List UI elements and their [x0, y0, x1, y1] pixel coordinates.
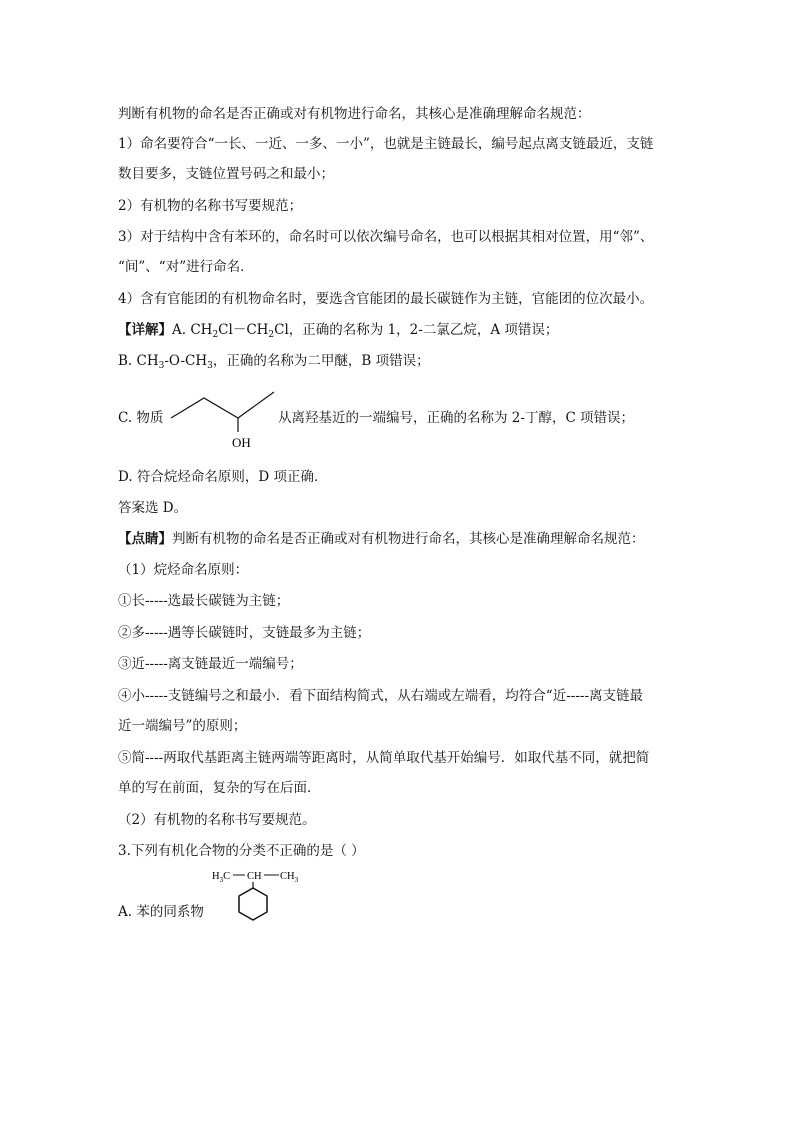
- comment-p1: ①长-----选最长碳链为主链；: [118, 593, 290, 609]
- question-stem: 3.下列有机化合物的分类不正确的是（ ）: [118, 843, 365, 859]
- answer-line: 答案选 D。: [118, 500, 188, 516]
- detail-a-sub: 2: [212, 330, 219, 340]
- comment-p5b: 单的写在前面，复杂的写在后面．: [118, 780, 321, 796]
- detail-a-part: Cl，正确的名称为 1，2-二氯乙烷，A 项错误；: [274, 322, 559, 338]
- comment-s2: （2）有机物的名称书写要规范。: [118, 812, 316, 828]
- comment-p3: ③近-----离支链最近一端编号；: [118, 656, 303, 672]
- detail-b-part: ，正确的名称为二甲醚，B 项错误；: [212, 353, 430, 369]
- comment-s1: （1）烷烃命名原则：: [118, 562, 249, 578]
- cyclohexane-ring: [239, 888, 267, 920]
- detail-a-part: Cl－CH: [218, 322, 269, 338]
- rule-2: 2）有机物的名称书写要规范；: [118, 198, 303, 214]
- rule-3b: “间”、“对”进行命名．: [118, 259, 254, 275]
- butanol-structure: [168, 386, 280, 452]
- detail-c-text: 从离羟基近的一端编号，正确的名称为 2-丁醇，C 项错误；: [278, 410, 635, 426]
- ch3-label: $CH_3$: [280, 871, 299, 884]
- detail-b-sub: 3: [207, 361, 213, 371]
- detail-tag: 【详解】: [118, 322, 172, 338]
- comment-text: 判断有机物的命名是否正确或对有机物进行命名，其核心是准确理解命名规范：: [172, 531, 645, 547]
- intro-line: 判断有机物的命名是否正确或对有机物进行命名，其核心是准确理解命名规范：: [118, 106, 591, 122]
- detail-b-part: B. CH: [118, 353, 159, 369]
- h3c-label: $H_3C$: [212, 871, 231, 884]
- rule-1a: 1）命名要符合“一长、一近、一多、一小”，也就是主链最长，编号起点离支链最近，支链: [118, 136, 654, 152]
- detail-b: [118, 351, 430, 371]
- rule-3a: 3）对于结构中含有苯环的，命名时可以依次编号命名，也可以根据其相对位置，用“邻”、: [118, 229, 654, 245]
- isopropylcyclohexane-structure: [210, 866, 310, 928]
- rule-1b: 数目要多，支链位置号码之和最小；: [118, 166, 334, 182]
- butanol-skeleton: [171, 392, 274, 418]
- ch-label: CH: [247, 871, 262, 882]
- comment-p4a: ④小-----支链编号之和最小．看下面结构简式，从右端或左端看，均符合“近-----离支链最: [118, 688, 644, 704]
- detail-b-sub: 3: [158, 361, 165, 371]
- option-a: A. 苯的同系物: [118, 904, 204, 920]
- comment-tag: 【点睛】: [118, 531, 172, 547]
- detail-a: [118, 320, 558, 340]
- comment-p4b: 近一端编号”的原则；: [118, 718, 247, 734]
- comment-p2: ②多-----遇等长碳链时，支链最多为主链；: [118, 625, 371, 641]
- comment-line: [118, 529, 645, 549]
- comment-p5a: ⑤简----两取代基距离主链两端等距离时，从简单取代基开始编号．如取代基不同，就把简: [118, 750, 650, 766]
- detail-d: D. 符合烷烃命名原则，D 项正确．: [118, 469, 328, 485]
- detail-a-part: A. CH: [172, 322, 213, 338]
- detail-b-part: -O-CH: [164, 353, 208, 369]
- rule-4: 4）含有官能团的有机物命名时，要选含官能团的最长碳链作为主链，官能团的位次最小。: [118, 291, 654, 307]
- hydroxyl-label: OH: [232, 435, 251, 450]
- detail-a-sub: 2: [268, 330, 275, 340]
- detail-c-label: C. 物质: [118, 410, 164, 426]
